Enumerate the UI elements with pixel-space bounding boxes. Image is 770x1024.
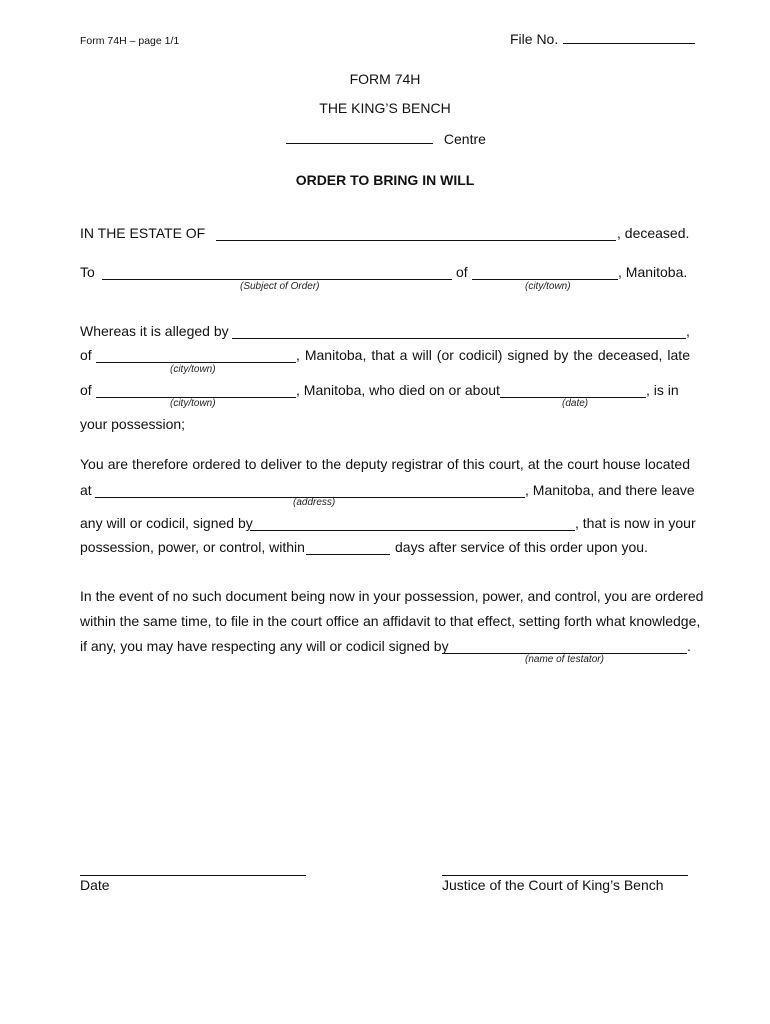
signed-by-field[interactable] [250, 530, 575, 531]
estate-suffix: , deceased. [617, 225, 690, 241]
justice-signature-line[interactable] [442, 875, 688, 876]
caption-address: (address) [293, 497, 336, 508]
centre-line [285, 131, 486, 147]
caption-whereas-city-2: (city/town) [170, 398, 216, 409]
therefore-line3-prefix: any will or codicil, signed by [80, 515, 253, 531]
caption-date: (date) [562, 398, 589, 409]
centre-label: Centre [443, 131, 486, 147]
to-manitoba: , Manitoba. [618, 264, 688, 280]
whereas-line3-text: , Manitoba, who died on or about [296, 382, 500, 398]
whereas-line3-suffix: , is in [646, 382, 679, 398]
date-label: Date [80, 877, 110, 893]
therefore-at: at [80, 482, 92, 498]
file-no-field[interactable] [563, 42, 695, 44]
days-field[interactable] [306, 554, 390, 555]
to-label: To [80, 264, 95, 280]
whereas-of-1: of [80, 347, 92, 363]
whereas-comma: , [686, 323, 690, 339]
date-signature-line[interactable] [80, 875, 306, 876]
caption-to-city: (city/town) [525, 281, 571, 292]
to-city-field[interactable] [472, 279, 618, 280]
justice-label: Justice of the Court of King’s Bench [442, 877, 664, 893]
event-line3-suffix: . [687, 638, 691, 654]
alleged-by-field[interactable] [232, 338, 686, 339]
event-line3-prefix: if any, you may have respecting any will or codicil signed by [80, 638, 449, 654]
form-number: FORM 74H [349, 71, 421, 87]
estate-name-field[interactable] [216, 240, 616, 241]
event-line2: within the same time, to file in the court office an affidavit to that effect, setting forth what knowledge, [80, 613, 701, 629]
estate-prefix: IN THE ESTATE OF [80, 225, 206, 241]
whereas-city-field-1[interactable] [96, 362, 296, 363]
therefore-line4-prefix: possession, power, or control, within [80, 539, 305, 555]
whereas-line2-text: , Manitoba, that a will (or codicil) signed by the deceased, late [296, 347, 690, 363]
therefore-line4-suffix: days after service of this order upon you. [395, 539, 648, 555]
subject-of-order-field[interactable] [102, 279, 452, 280]
therefore-line3-suffix: , that is now in your [575, 515, 696, 531]
whereas-of-2: of [80, 382, 92, 398]
whereas-prefix: Whereas it is alleged by [80, 323, 229, 339]
caption-testator: (name of testator) [525, 654, 604, 665]
order-title: ORDER TO BRING IN WILL [295, 172, 475, 188]
file-no-text: File No. [510, 31, 559, 47]
court-name: THE KING’S BENCH [319, 100, 451, 116]
caption-whereas-city-1: (city/town) [170, 364, 216, 375]
file-no-label [510, 31, 696, 47]
to-of-label: of [456, 264, 468, 280]
therefore-line2-suffix: , Manitoba, and there leave [525, 482, 695, 498]
whereas-line4: your possession; [80, 416, 186, 432]
caption-subject-of-order: (Subject of Order) [240, 281, 320, 292]
therefore-line1: You are therefore ordered to deliver to the deputy registrar of this court, at the court house located [80, 456, 690, 472]
event-line1: In the event of no such document being now in your possession, power, and control, you are ordered [80, 588, 704, 604]
centre-field[interactable] [286, 142, 433, 144]
form-page-label: Form 74H – page 1/1 [80, 35, 180, 47]
